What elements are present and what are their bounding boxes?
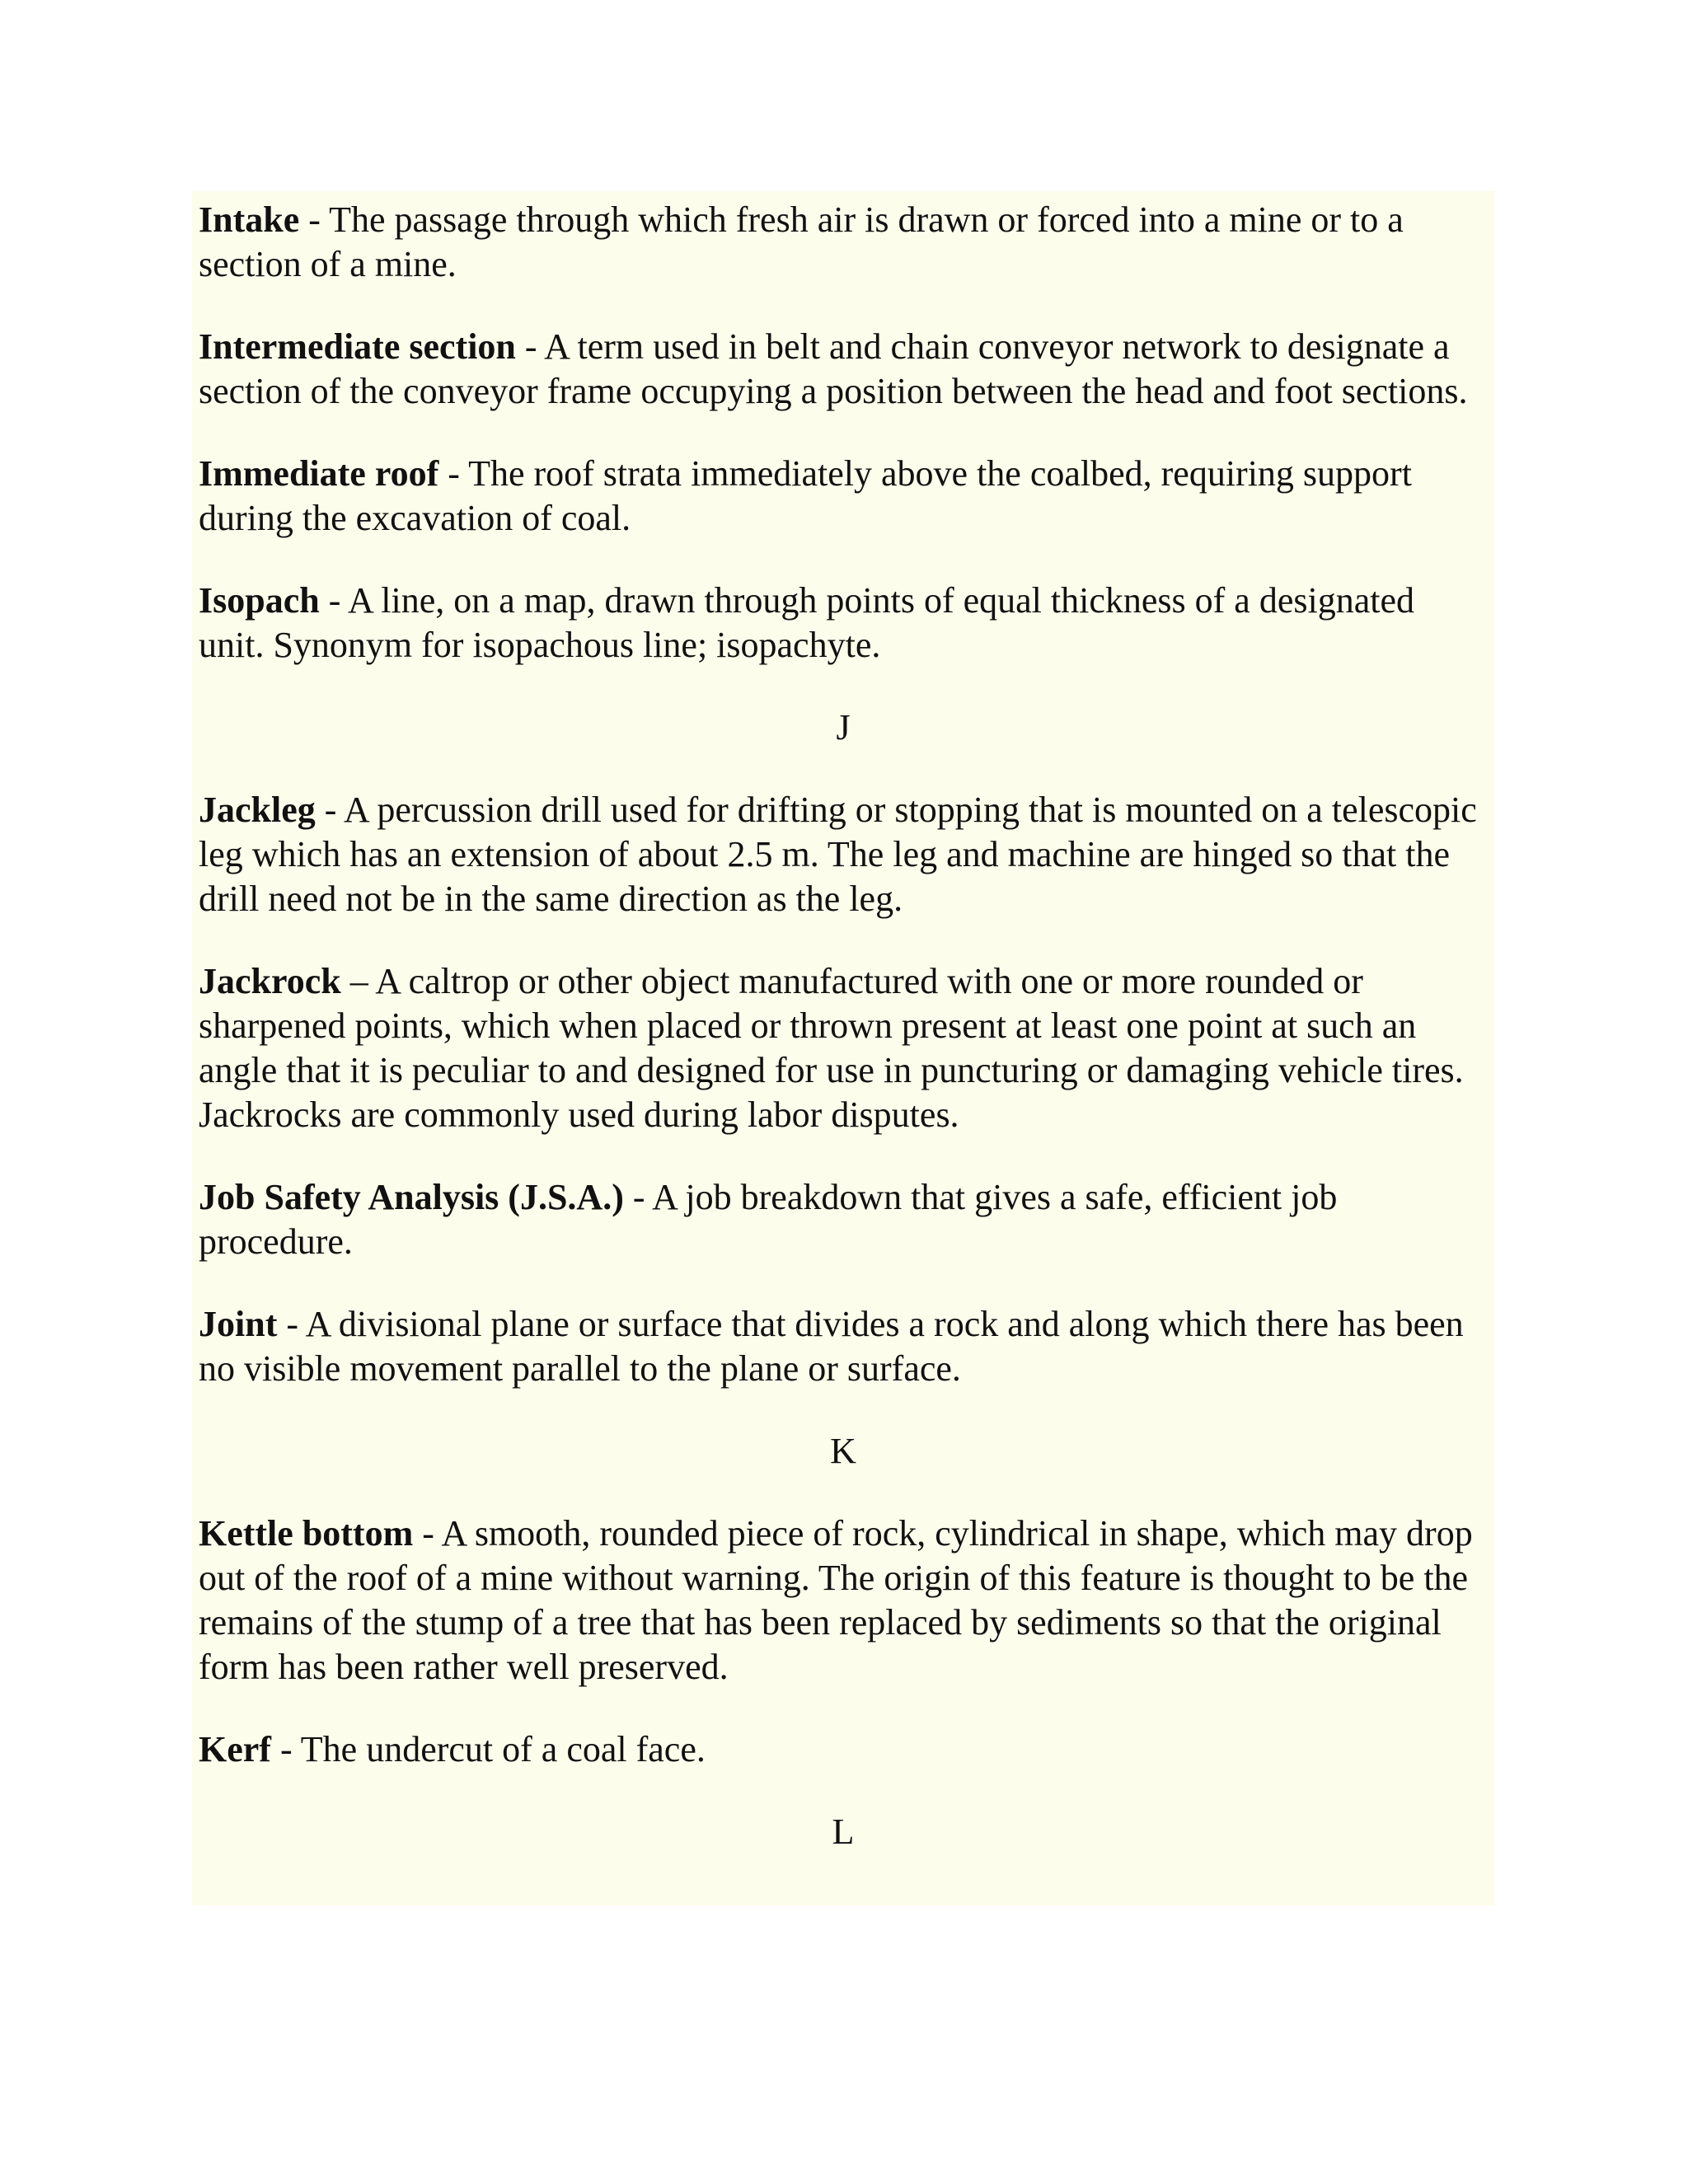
entry-definition: - A term used in belt and chain conveyor network to designate a section of the conveyor frame occupying a position between the head and foot sections.: [199, 326, 1468, 411]
entry-term: Kettle bottom: [199, 1513, 414, 1554]
entry-definition: - The passage through which fresh air is drawn or forced into a mine or to a section of a mine.: [199, 199, 1404, 284]
glossary-entry-jackrock: [199, 959, 1488, 1137]
section-letter-k: K: [830, 1431, 856, 1471]
entry-definition: – A caltrop or other object manufactured with one or more rounded or sharpened points, which when placed or thrown present at least one point at such an angle that it is peculiar to and designed for use in puncturing or damaging vehicle tires. Jackrocks are commonly used during labor disputes.: [199, 961, 1464, 1135]
glossary-entry-isopach: [199, 579, 1488, 668]
entry-definition: - A line, on a map, drawn through points of equal thickness of a designated unit. Synonym for isopachous line; isopachyte.: [199, 580, 1414, 665]
glossary-entry-joint: [199, 1302, 1488, 1391]
glossary-entry-job-safety-analysis: [199, 1175, 1488, 1264]
glossary-entry-kettle-bottom: [199, 1511, 1488, 1690]
entry-term: Jackrock: [199, 961, 341, 1001]
entry-definition: - A smooth, rounded piece of rock, cylindrical in shape, which may drop out of the roof of a mine without warning. The origin of this feature is thought to be the remains of the stump of a tree that has been replaced by sediments so that the original form has been rather well preserved.: [199, 1513, 1473, 1687]
entry-term: Isopach: [199, 580, 320, 621]
glossary-page: [192, 191, 1494, 1905]
entry-term: Joint: [199, 1304, 278, 1344]
section-letter-l: L: [832, 1811, 855, 1852]
glossary-entry-intermediate-section: [199, 325, 1488, 414]
entry-definition: - A percussion drill used for drifting or stopping that is mounted on a telescopic leg which has an extension of about 2.5 m. The leg and machine are hinged so that the drill need not be in the same direction as the leg.: [199, 790, 1477, 919]
section-letter-j: J: [836, 707, 851, 748]
entry-term: Jackleg: [199, 790, 316, 830]
entry-term: Immediate roof: [199, 453, 439, 494]
glossary-entry-jackleg: [199, 788, 1488, 921]
entry-definition: - A job breakdown that gives a safe, efficient job procedure.: [199, 1177, 1338, 1262]
entry-definition: - A divisional plane or surface that divides a rock and along which there has been no visible movement parallel to the plane or surface.: [199, 1304, 1464, 1389]
entry-term: Intermediate section: [199, 326, 516, 367]
glossary-entry-kerf: [199, 1727, 1488, 1772]
glossary-entry-immediate-roof: [199, 452, 1488, 541]
entry-definition: - The roof strata immediately above the coalbed, requiring support during the excavation of coal.: [199, 453, 1412, 538]
entry-definition: - The undercut of a coal face.: [270, 1729, 706, 1769]
entry-term: Kerf: [199, 1729, 271, 1769]
entry-term: Intake: [199, 199, 300, 240]
glossary-entry-intake: [199, 198, 1488, 287]
entry-term: Job Safety Analysis (J.S.A.): [199, 1177, 624, 1217]
